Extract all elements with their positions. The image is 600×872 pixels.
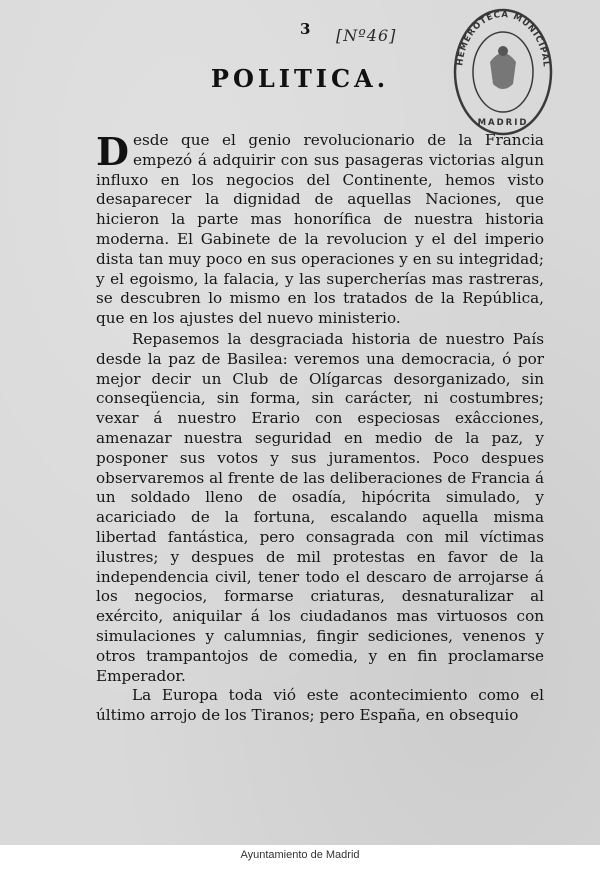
svg-text:HEMEROTECA MUNICIPAL: HEMEROTECA MUNICIPAL [455,9,551,69]
page-number: 3 [300,20,311,38]
paragraph-1-text: esde que el genio revolucionario de la Francia empezó á adquirir con sus pasageras victorias algun influxo en los negocios del Continente, hemos visto desaparecer la dignidad de aquellas Naciones, que hicieron la parte mas honorífica de nuestra historia moderna. El Gabinete de la revolucion y el del imperio dista tan muy poco en sus operaciones y en su integridad; y el egoismo, la falacia, y las supercherías mas rastreras, se descubren lo mismo en los tratados de la República, que en los ajustes del nuevo ministerio. [96,131,544,328]
handwritten-note: [Nº46] [336,26,397,45]
paragraph-2: Repasemos la desgraciada historia de nuestro País desde la paz de Basilea: veremos una democracia, ó por mejor decir un Club de Olígarcas desorganizado, sin conseqüencia, sin forma, sin carácter, ni costumbres; vexar á nuestro Erario con especiosas exâcciones, amenazar nuestra seguridad en medio de la paz, y posponer sus votos y sus juramentos. Poco despues observaremos al frente de las deliberaciones de Francia á un soldado lleno de osadía, hipócrita simulado, y acariciado de la fortuna, escalando aquella misma libertad fantástica, pero consagrada con mil víctimas ilustres; y despues de mil protestas en favor de la independencia civil, tener todo el descaro de arrojarse á los negocios, formarse criaturas, desnaturalizar al exército, aniquilar á los ciudadanos mas virtuosos con simulaciones y calumnias, fingir sediciones, venenos y otros trampantojos de comedia, y en fin proclamarse Emperador. [96,329,544,685]
svg-text:MADRID: MADRID [477,118,529,128]
paragraph-3: La Europa toda vió este acontecimiento como el último arrojo de los Tiranos; pero España, en obsequio [96,686,544,725]
paragraph-1 [96,131,544,329]
drop-cap: D [96,129,129,174]
footer-credit: Ayuntamiento de Madrid [0,845,600,872]
article-body [96,131,544,726]
article-title: POLITICA. [210,64,390,93]
